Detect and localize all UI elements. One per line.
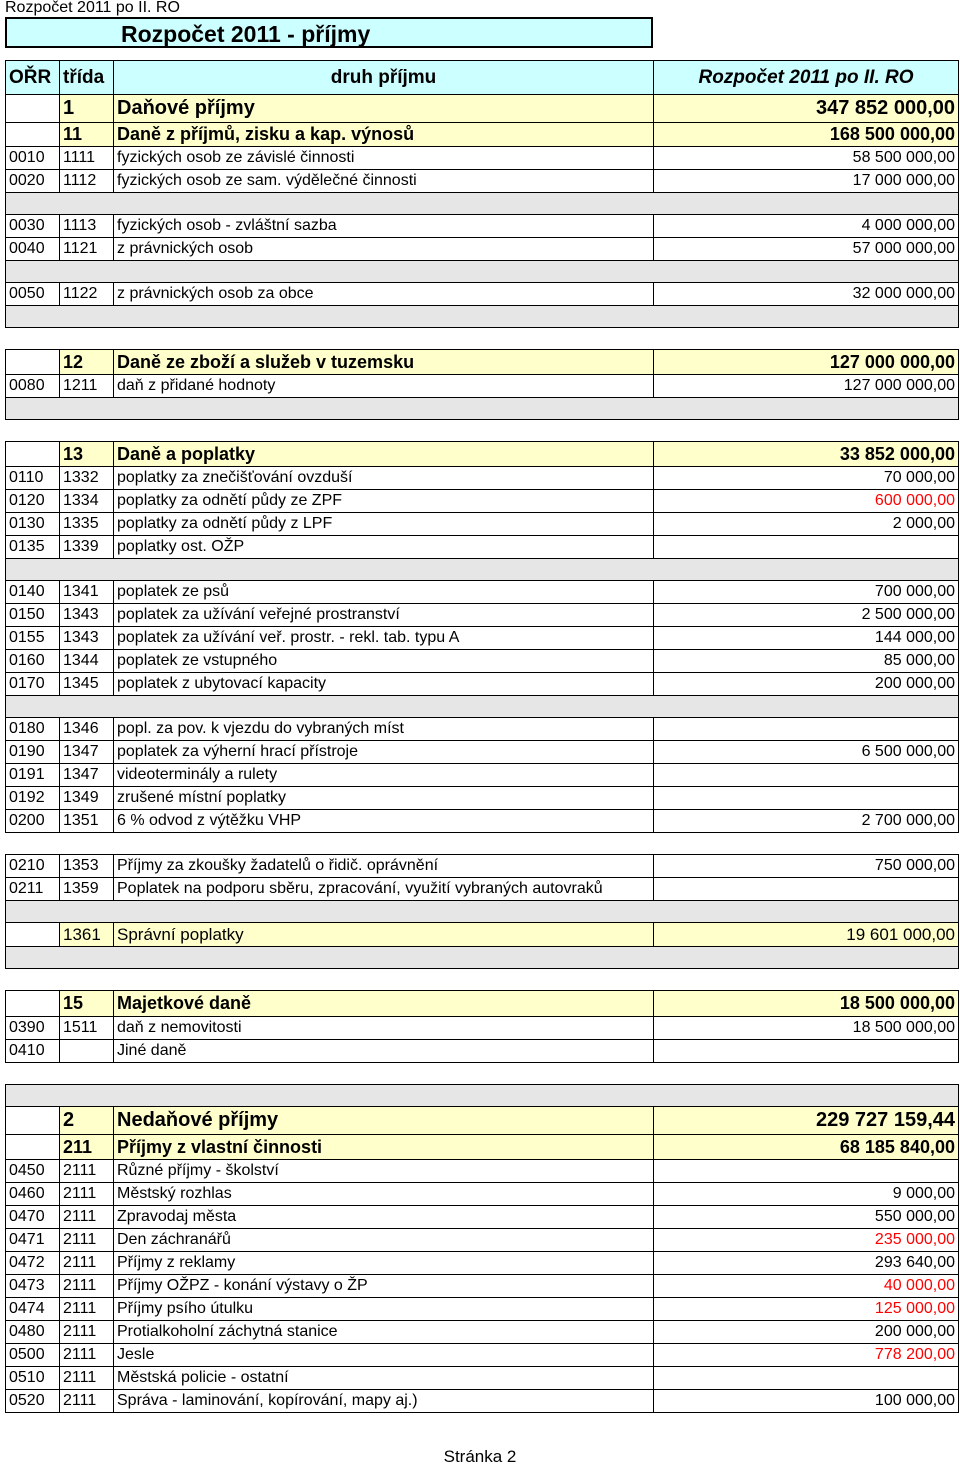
cell-trida: 1361 bbox=[60, 923, 114, 947]
spacer-row bbox=[6, 947, 959, 969]
cell-druh: 6 % odvod z výtěžku VHP bbox=[114, 810, 654, 833]
group-row bbox=[6, 95, 959, 123]
spacer-row bbox=[6, 696, 959, 718]
cell-druh: Správní poplatky bbox=[114, 923, 654, 947]
cell-orr: 0470 bbox=[6, 1206, 60, 1229]
spacer-cell bbox=[6, 947, 959, 969]
cell-empty bbox=[6, 923, 60, 947]
cell-trida: 1111 bbox=[60, 147, 114, 170]
cell-trida: 13 bbox=[60, 442, 114, 467]
cell-druh: poplatky ost. OŽP bbox=[114, 536, 654, 559]
spacer-row bbox=[6, 559, 959, 581]
cell-amt: 6 500 000,00 bbox=[654, 741, 959, 764]
cell-druh: fyzických osob - zvláštní sazba bbox=[114, 215, 654, 238]
cell-orr: 0040 bbox=[6, 238, 60, 261]
group-row bbox=[6, 350, 959, 375]
cell-empty bbox=[6, 1107, 60, 1135]
spacer-row bbox=[6, 969, 959, 991]
cell-amt: 168 500 000,00 bbox=[654, 123, 959, 147]
spacer-cell bbox=[6, 833, 959, 855]
cell-empty bbox=[6, 350, 60, 375]
cell-amt: 750 000,00 bbox=[654, 855, 959, 878]
cell-druh: Daně z příjmů, zisku a kap. výnosů bbox=[114, 123, 654, 147]
cell-druh: fyzických osob ze sam. výdělečné činnosti bbox=[114, 170, 654, 193]
cell-amt: 127 000 000,00 bbox=[654, 375, 959, 398]
cell-druh: videoterminály a rulety bbox=[114, 764, 654, 787]
cell-amt: 200 000,00 bbox=[654, 673, 959, 696]
table-row bbox=[6, 215, 959, 238]
cell-druh: Jiné daně bbox=[114, 1040, 654, 1063]
cell-amt: 9 000,00 bbox=[654, 1183, 959, 1206]
cell-trida: 1335 bbox=[60, 513, 114, 536]
table-row bbox=[6, 741, 959, 764]
cell-amt: 550 000,00 bbox=[654, 1206, 959, 1229]
cell-amt: 600 000,00 bbox=[654, 490, 959, 513]
cell-amt bbox=[654, 787, 959, 810]
cell-trida: 1346 bbox=[60, 718, 114, 741]
cell-druh: poplatek ze vstupného bbox=[114, 650, 654, 673]
cell-trida: 1211 bbox=[60, 375, 114, 398]
table-row bbox=[6, 1206, 959, 1229]
table-row bbox=[6, 147, 959, 170]
cell-amt bbox=[654, 1367, 959, 1390]
cell-amt bbox=[654, 1040, 959, 1063]
cell-amt: 57 000 000,00 bbox=[654, 238, 959, 261]
cell-trida: 1353 bbox=[60, 855, 114, 878]
cell-orr: 0210 bbox=[6, 855, 60, 878]
cell-trida: 1343 bbox=[60, 627, 114, 650]
budget-table bbox=[5, 60, 959, 1413]
cell-amt: 2 700 000,00 bbox=[654, 810, 959, 833]
cell-orr: 0130 bbox=[6, 513, 60, 536]
cell-druh: Den záchranářů bbox=[114, 1229, 654, 1252]
table-row bbox=[6, 1252, 959, 1275]
cell-orr: 0190 bbox=[6, 741, 60, 764]
spacer-row bbox=[6, 420, 959, 442]
cell-trida: 12 bbox=[60, 350, 114, 375]
table-row bbox=[6, 810, 959, 833]
col-rozpocet: Rozpočet 2011 po II. RO bbox=[654, 61, 959, 95]
cell-amt bbox=[654, 536, 959, 559]
cell-orr: 0192 bbox=[6, 787, 60, 810]
cell-orr: 0180 bbox=[6, 718, 60, 741]
cell-druh: poplatky za znečišťování ovzduší bbox=[114, 467, 654, 490]
col-orr: OŘR bbox=[6, 61, 60, 95]
cell-trida: 1113 bbox=[60, 215, 114, 238]
table-row bbox=[6, 855, 959, 878]
table-row bbox=[6, 650, 959, 673]
cell-orr: 0480 bbox=[6, 1321, 60, 1344]
cell-druh: Daně ze zboží a služeb v tuzemsku bbox=[114, 350, 654, 375]
group-row bbox=[6, 442, 959, 467]
cell-trida: 2111 bbox=[60, 1275, 114, 1298]
cell-amt: 4 000 000,00 bbox=[654, 215, 959, 238]
cell-amt: 17 000 000,00 bbox=[654, 170, 959, 193]
cell-trida: 1511 bbox=[60, 1017, 114, 1040]
cell-trida: 1341 bbox=[60, 581, 114, 604]
cell-druh: Daně a poplatky bbox=[114, 442, 654, 467]
cell-amt: 33 852 000,00 bbox=[654, 442, 959, 467]
cell-druh: Městská policie - ostatní bbox=[114, 1367, 654, 1390]
table-row bbox=[6, 1229, 959, 1252]
table-row bbox=[6, 170, 959, 193]
spacer-cell bbox=[6, 261, 959, 283]
page-header: Rozpočet 2011 po II. RO bbox=[5, 0, 180, 16]
table-row bbox=[6, 536, 959, 559]
title-box bbox=[5, 17, 653, 48]
cell-amt: 235 000,00 bbox=[654, 1229, 959, 1252]
spacer-cell bbox=[6, 328, 959, 350]
spacer-cell bbox=[6, 901, 959, 923]
cell-orr: 0110 bbox=[6, 467, 60, 490]
table-row bbox=[6, 1344, 959, 1367]
cell-druh: Příjmy psího útulku bbox=[114, 1298, 654, 1321]
cell-amt: 18 500 000,00 bbox=[654, 1017, 959, 1040]
cell-amt: 347 852 000,00 bbox=[654, 95, 959, 123]
cell-orr: 0170 bbox=[6, 673, 60, 696]
spacer-row bbox=[6, 306, 959, 328]
cell-trida: 1345 bbox=[60, 673, 114, 696]
cell-orr: 0191 bbox=[6, 764, 60, 787]
cell-empty bbox=[6, 442, 60, 467]
cell-amt: 125 000,00 bbox=[654, 1298, 959, 1321]
page-footer: Stránka 2 bbox=[443, 1447, 517, 1466]
cell-amt bbox=[654, 878, 959, 901]
cell-trida: 2111 bbox=[60, 1344, 114, 1367]
spacer-row bbox=[6, 1085, 959, 1107]
cell-druh: Protialkoholní záchytná stanice bbox=[114, 1321, 654, 1344]
cell-druh: Správa - laminování, kopírování, mapy aj.) bbox=[114, 1390, 654, 1413]
cell-druh: Majetkové daně bbox=[114, 991, 654, 1017]
cell-amt: 68 185 840,00 bbox=[654, 1135, 959, 1160]
cell-orr: 0500 bbox=[6, 1344, 60, 1367]
cell-druh: Příjmy OŽPZ - konání výstavy o ŽP bbox=[114, 1275, 654, 1298]
spacer-cell bbox=[6, 1063, 959, 1085]
table-row bbox=[6, 1160, 959, 1183]
cell-amt: 778 200,00 bbox=[654, 1344, 959, 1367]
table-row bbox=[6, 513, 959, 536]
cell-amt: 40 000,00 bbox=[654, 1275, 959, 1298]
cell-trida: 1121 bbox=[60, 238, 114, 261]
column-header-row bbox=[6, 61, 959, 95]
group-row bbox=[6, 1135, 959, 1160]
cell-druh: Jesle bbox=[114, 1344, 654, 1367]
cell-empty bbox=[6, 123, 60, 147]
cell-orr: 0200 bbox=[6, 810, 60, 833]
table-row bbox=[6, 627, 959, 650]
spacer-cell bbox=[6, 559, 959, 581]
cell-druh: poplatky za odnětí půdy ze ZPF bbox=[114, 490, 654, 513]
cell-druh: Příjmy za zkoušky žadatelů o řidič. oprávnění bbox=[114, 855, 654, 878]
table-row bbox=[6, 1275, 959, 1298]
cell-amt bbox=[654, 1160, 959, 1183]
cell-trida: 1351 bbox=[60, 810, 114, 833]
cell-trida: 211 bbox=[60, 1135, 114, 1160]
cell-trida: 2111 bbox=[60, 1298, 114, 1321]
table-row bbox=[6, 1321, 959, 1344]
table-row bbox=[6, 238, 959, 261]
group-row bbox=[6, 1107, 959, 1135]
spacer-row bbox=[6, 193, 959, 215]
table-row bbox=[6, 581, 959, 604]
table-row bbox=[6, 1390, 959, 1413]
spacer-cell bbox=[6, 193, 959, 215]
cell-trida: 1347 bbox=[60, 764, 114, 787]
spacer-cell bbox=[6, 420, 959, 442]
spacer-cell bbox=[6, 398, 959, 420]
cell-trida: 1349 bbox=[60, 787, 114, 810]
cell-druh: Různé příjmy - školství bbox=[114, 1160, 654, 1183]
cell-druh: Příjmy z reklamy bbox=[114, 1252, 654, 1275]
cell-druh: Daňové příjmy bbox=[114, 95, 654, 123]
cell-druh: z právnických osob bbox=[114, 238, 654, 261]
cell-orr: 0472 bbox=[6, 1252, 60, 1275]
cell-druh: poplatek za užívání veř. prostr. - rekl. tab. typu A bbox=[114, 627, 654, 650]
table-row bbox=[6, 1298, 959, 1321]
cell-amt: 293 640,00 bbox=[654, 1252, 959, 1275]
cell-amt bbox=[654, 718, 959, 741]
cell-druh: poplatek za užívání veřejné prostranství bbox=[114, 604, 654, 627]
cell-amt: 70 000,00 bbox=[654, 467, 959, 490]
cell-trida: 1 bbox=[60, 95, 114, 123]
cell-trida: 2 bbox=[60, 1107, 114, 1135]
table-row bbox=[6, 787, 959, 810]
table-row bbox=[6, 878, 959, 901]
cell-orr: 0010 bbox=[6, 147, 60, 170]
cell-amt bbox=[654, 764, 959, 787]
cell-trida: 15 bbox=[60, 991, 114, 1017]
cell-orr: 0211 bbox=[6, 878, 60, 901]
page-title: Rozpočet 2011 - příjmy bbox=[121, 21, 371, 47]
table-row bbox=[6, 467, 959, 490]
spacer-row bbox=[6, 901, 959, 923]
cell-amt: 127 000 000,00 bbox=[654, 350, 959, 375]
spacer-cell bbox=[6, 1085, 959, 1107]
cell-amt: 85 000,00 bbox=[654, 650, 959, 673]
cell-trida: 1332 bbox=[60, 467, 114, 490]
table-row bbox=[6, 764, 959, 787]
spacer-row bbox=[6, 328, 959, 350]
cell-trida: 2111 bbox=[60, 1206, 114, 1229]
cell-empty bbox=[6, 991, 60, 1017]
cell-empty bbox=[6, 95, 60, 123]
spacer-cell bbox=[6, 696, 959, 718]
cell-amt: 229 727 159,44 bbox=[654, 1107, 959, 1135]
cell-orr: 0150 bbox=[6, 604, 60, 627]
spacer-row bbox=[6, 261, 959, 283]
cell-orr: 0080 bbox=[6, 375, 60, 398]
cell-druh: Zpravodaj města bbox=[114, 1206, 654, 1229]
cell-trida: 2111 bbox=[60, 1321, 114, 1344]
table-row bbox=[6, 604, 959, 627]
cell-trida: 1343 bbox=[60, 604, 114, 627]
cell-trida: 2111 bbox=[60, 1160, 114, 1183]
cell-orr: 0520 bbox=[6, 1390, 60, 1413]
group-row bbox=[6, 123, 959, 147]
cell-orr: 0510 bbox=[6, 1367, 60, 1390]
cell-druh: poplatek ze psů bbox=[114, 581, 654, 604]
cell-druh: Příjmy z vlastní činnosti bbox=[114, 1135, 654, 1160]
cell-druh: zrušené místní poplatky bbox=[114, 787, 654, 810]
cell-trida: 1344 bbox=[60, 650, 114, 673]
cell-amt: 2 500 000,00 bbox=[654, 604, 959, 627]
cell-amt: 200 000,00 bbox=[654, 1321, 959, 1344]
cell-orr: 0410 bbox=[6, 1040, 60, 1063]
table-row bbox=[6, 1183, 959, 1206]
cell-amt: 58 500 000,00 bbox=[654, 147, 959, 170]
table-row bbox=[6, 718, 959, 741]
cell-druh: daň z přidané hodnoty bbox=[114, 375, 654, 398]
cell-amt: 2 000,00 bbox=[654, 513, 959, 536]
cell-orr: 0160 bbox=[6, 650, 60, 673]
cell-druh: fyzických osob ze závislé činnosti bbox=[114, 147, 654, 170]
cell-trida: 1347 bbox=[60, 741, 114, 764]
table-row bbox=[6, 375, 959, 398]
spacer-row bbox=[6, 833, 959, 855]
cell-amt: 18 500 000,00 bbox=[654, 991, 959, 1017]
cell-trida: 1339 bbox=[60, 536, 114, 559]
cell-amt: 32 000 000,00 bbox=[654, 283, 959, 306]
cell-orr: 0135 bbox=[6, 536, 60, 559]
table-row bbox=[6, 1367, 959, 1390]
cell-orr: 0050 bbox=[6, 283, 60, 306]
col-trida: třída bbox=[60, 61, 114, 95]
cell-orr: 0030 bbox=[6, 215, 60, 238]
group-row bbox=[6, 923, 959, 947]
cell-druh: z právnických osob za obce bbox=[114, 283, 654, 306]
cell-trida: 1112 bbox=[60, 170, 114, 193]
cell-trida: 1334 bbox=[60, 490, 114, 513]
cell-orr: 0460 bbox=[6, 1183, 60, 1206]
cell-druh: popl. za pov. k vjezdu do vybraných míst bbox=[114, 718, 654, 741]
cell-orr: 0450 bbox=[6, 1160, 60, 1183]
cell-trida: 2111 bbox=[60, 1367, 114, 1390]
cell-amt: 100 000,00 bbox=[654, 1390, 959, 1413]
cell-druh: Nedaňové příjmy bbox=[114, 1107, 654, 1135]
cell-trida: 1122 bbox=[60, 283, 114, 306]
spacer-row bbox=[6, 1063, 959, 1085]
cell-druh: daň z nemovitosti bbox=[114, 1017, 654, 1040]
cell-empty bbox=[6, 1135, 60, 1160]
spacer-cell bbox=[6, 969, 959, 991]
cell-orr: 0155 bbox=[6, 627, 60, 650]
group-row bbox=[6, 991, 959, 1017]
cell-trida bbox=[60, 1040, 114, 1063]
cell-orr: 0474 bbox=[6, 1298, 60, 1321]
table-row bbox=[6, 673, 959, 696]
table-row bbox=[6, 490, 959, 513]
cell-trida: 2111 bbox=[60, 1229, 114, 1252]
cell-trida: 2111 bbox=[60, 1183, 114, 1206]
spacer-cell bbox=[6, 306, 959, 328]
cell-amt: 19 601 000,00 bbox=[654, 923, 959, 947]
cell-amt: 144 000,00 bbox=[654, 627, 959, 650]
cell-druh: poplatek za výherní hrací přístroje bbox=[114, 741, 654, 764]
cell-druh: poplatek z ubytovací kapacity bbox=[114, 673, 654, 696]
cell-druh: Městský rozhlas bbox=[114, 1183, 654, 1206]
cell-trida: 2111 bbox=[60, 1252, 114, 1275]
cell-trida: 11 bbox=[60, 123, 114, 147]
col-druh: druh příjmu bbox=[114, 61, 654, 95]
table-row bbox=[6, 283, 959, 306]
cell-orr: 0390 bbox=[6, 1017, 60, 1040]
cell-orr: 0120 bbox=[6, 490, 60, 513]
spacer-row bbox=[6, 398, 959, 420]
cell-orr: 0471 bbox=[6, 1229, 60, 1252]
cell-trida: 2111 bbox=[60, 1390, 114, 1413]
cell-orr: 0140 bbox=[6, 581, 60, 604]
table-row bbox=[6, 1040, 959, 1063]
cell-druh: poplatky za odnětí půdy z LPF bbox=[114, 513, 654, 536]
cell-orr: 0473 bbox=[6, 1275, 60, 1298]
table-row bbox=[6, 1017, 959, 1040]
cell-druh: Poplatek na podporu sběru, zpracování, využití vybraných autovraků bbox=[114, 878, 654, 901]
cell-orr: 0020 bbox=[6, 170, 60, 193]
cell-amt: 700 000,00 bbox=[654, 581, 959, 604]
cell-trida: 1359 bbox=[60, 878, 114, 901]
